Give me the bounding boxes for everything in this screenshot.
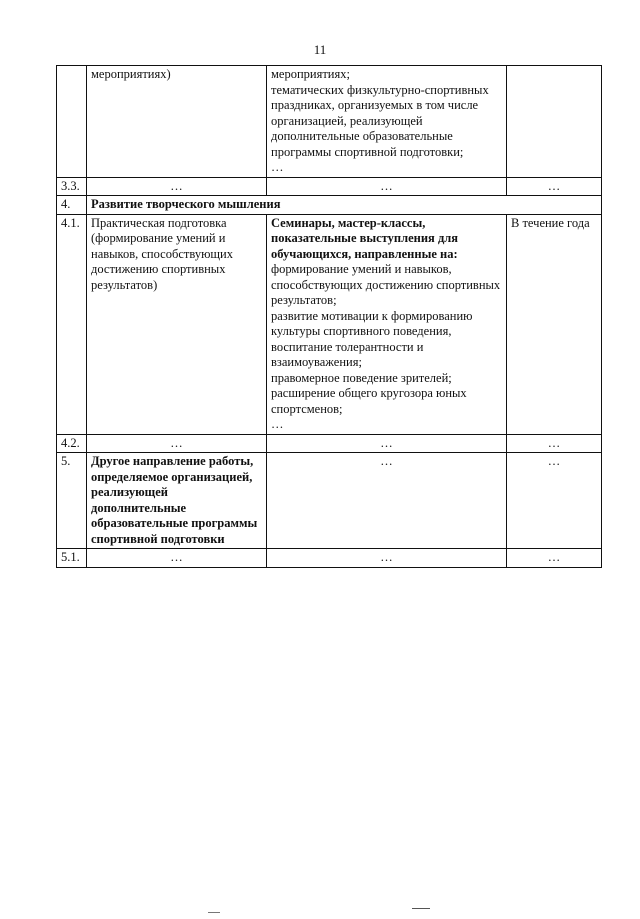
event-name-cell: Другое направление работы, определяемое организацией, реализующей дополнительные образовательные программы спортивной подготовки bbox=[87, 453, 267, 549]
row-number: 5.1. bbox=[57, 549, 87, 568]
scan-mark bbox=[412, 908, 430, 909]
page-number: 11 bbox=[313, 42, 327, 57]
content-line: … bbox=[271, 417, 284, 431]
event-content-cell bbox=[267, 66, 507, 178]
section-heading: Развитие творческого мышления bbox=[87, 196, 602, 215]
row-number: 4. bbox=[57, 196, 87, 215]
row-number: 5. bbox=[57, 453, 87, 549]
table-row-3-3 bbox=[57, 177, 602, 196]
content-line: формирование умений и навыков, способствующих достижению спортивных результатов; bbox=[271, 262, 501, 307]
timing-cell bbox=[507, 66, 602, 178]
content-line: правомерное поведение зрителей; bbox=[271, 370, 452, 385]
event-name-cell: … bbox=[87, 177, 267, 196]
table-row-4-2 bbox=[57, 434, 602, 453]
timing-cell: В течение года bbox=[507, 214, 602, 434]
table-row-5-1 bbox=[57, 549, 602, 568]
content-line: … bbox=[271, 160, 284, 174]
table-row-continuation bbox=[57, 66, 602, 178]
plan-table bbox=[56, 65, 602, 568]
row-number bbox=[57, 66, 87, 178]
content-line: развитие мотивации к формированию культуры спортивного поведения, воспитание толерантности и взаимоуважения; bbox=[271, 308, 473, 369]
table-row-5-section bbox=[57, 453, 602, 549]
content-line: тематических физкультурно-спортивных праздниках, организуемых в том числе организацией, реализующей дополнительные образовательные программы спортивной подготовки; bbox=[271, 82, 489, 159]
table-row-4-1 bbox=[57, 214, 602, 434]
timing-cell: … bbox=[507, 549, 602, 568]
content-heading: Семинары, мастер-классы, показательные выступления для обучающихся, направленные на: bbox=[271, 215, 459, 261]
timing-cell: … bbox=[507, 453, 602, 549]
timing-cell: … bbox=[507, 177, 602, 196]
row-number: 3.3. bbox=[57, 177, 87, 196]
event-name-cell: Практическая подготовка (формирование умений и навыков, способствующих достижению спортивных результатов) bbox=[87, 214, 267, 434]
event-name-cell: мероприятиях) bbox=[87, 66, 267, 178]
event-content-cell: … bbox=[267, 453, 507, 549]
event-name-cell: … bbox=[87, 549, 267, 568]
row-number: 4.2. bbox=[57, 434, 87, 453]
row-number: 4.1. bbox=[57, 214, 87, 434]
scan-mark bbox=[208, 912, 220, 913]
event-content-cell: … bbox=[267, 177, 507, 196]
event-name-cell: … bbox=[87, 434, 267, 453]
content-line: мероприятиях; bbox=[271, 67, 350, 81]
event-content-cell bbox=[267, 214, 507, 434]
table-row-4-section bbox=[57, 196, 602, 215]
timing-cell: … bbox=[507, 434, 602, 453]
event-content-cell: … bbox=[267, 434, 507, 453]
event-content-cell: … bbox=[267, 549, 507, 568]
content-line: расширение общего кругозора юных спортсменов; bbox=[271, 386, 467, 416]
